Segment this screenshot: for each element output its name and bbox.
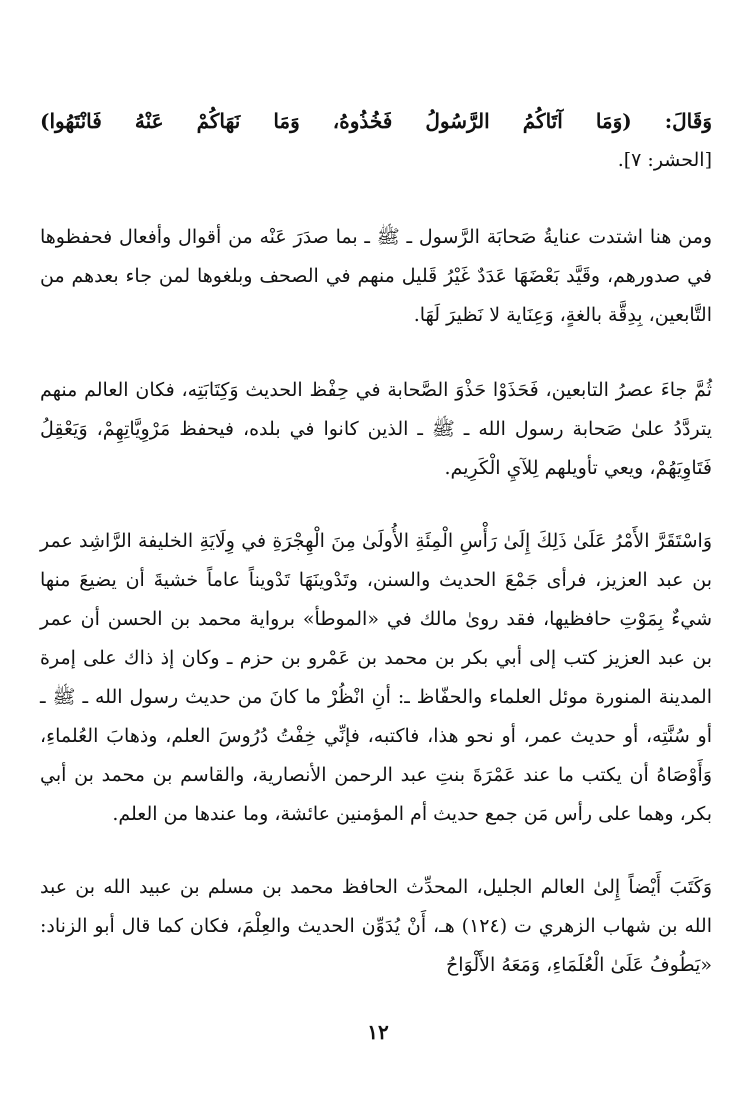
paragraph-spacer (40, 180, 712, 218)
paragraph-umar-ibn-abdulaziz: وَاسْتَقَرَّ الأَمْرُ عَلَىٰ ذَلِكَ إِلَىٰ رَأْسِ الْمِئَةِ الأُولَىٰ مِنَ الْهِجْرَةِ في وِلَايَةِ الخليفة الرَّاشِد عمر بن عبد العزيز، فرأى جَمْعَ الحديث والسنن، وتَدْوينَهَا تَدْويناً عاماً خشيةَ أن يضيعَ منها شيءٌ بِمَوْتِ حافظيها، فقد روىٰ مالك في «الموطأ» برواية محمد بن الحسن أن عمر بن عبد العزيز كتب إلى أبي بكر بن محمد بن عَمْرو بن حزم ـ وكان إذ ذاك على إمرة المدينة المنورة موئل العلماء والحفّاظ ـ: أنِ انْظُرْ ما كانَ من حديث رسول الله ـ ﷺ ـ أو سُنَّتِه، أو حديث عمر، أو نحو هذا، فاكتبه، فإنِّي خِفْتُ دُرُوسَ العلم، وذهابَ العُلماءِ، وَأَوْصَاهُ أن يكتب ما عند عَمْرَةَ بنتِ عبد الرحمن الأنصارية، والقاسم بن محمد بن أبي بكر، وهما على رأس مَن جمع حديث أم المؤمنين عائشة، وما عندها من العلم. (40, 530, 712, 825)
paragraph-spacer (40, 488, 712, 522)
paragraph-zuhri: وَكَتَبَ أَيْضاً إِلىٰ العالم الجليل، المحدِّث الحافظ محمد بن مسلم بن عبيد الله بن عبد الله بن شهاب الزهري ت (١٢٤) هـ، أَنْ يُدَوِّن الحديث والعِلْمَ، فكان كما قال أبو الزناد: «يَطُوفُ عَلَىٰ الْعُلَمَاءِ، وَمَعَهُ الأَلْوَاحُ (40, 876, 713, 976)
paragraph-companions: ومن هنا اشتدت عنايةُ صَحابَة الرَّسول ـ ﷺ ـ بما صدَرَ عَنْه من أقوال وأفعال فحفظوها في صدورهم، وقَيَّد بَعْضَهَا عَدَدٌ غَيْرُ قَليل منهم في الصحف وبلغوها لمن جاء بعدهم من التَّابعين، بِدِقَّة بالغةٍ، وَعِنَاية لا نَظيرَ لَهَا. (40, 226, 712, 326)
paragraph-tabiin: ثُمَّ جاءَ عصرُ التابعين، فَحَذَوْا حَذْوَ الصَّحابة في حِفْظ الحديث وَكِتَابَتِه، فكان العالم منهم يتردَّدُ علىٰ صَحابة رسول الله ـ ﷺ ـ الذين كانوا في بلده، فيحفظ مَرْوِيَّاتِهِمْ، وَيَعْقِلُ فَتَاوِيَهُمْ، ويعي تأويلهم لِلآيِ الْكَرِيم. (40, 379, 712, 479)
page-number: ١٢ (367, 1020, 389, 1044)
paragraph-spacer (40, 335, 712, 371)
paragraph-spacer (40, 834, 712, 868)
verse-reference: [الحشر: ٧]. (617, 149, 712, 171)
quran-verse: وَقَالَ: (وَمَا آتَاكُمُ الرَّسُولُ فَخُذُوهُ، وَمَا نَهَاكُمْ عَنْهُ فَانْتَهُوا) (40, 109, 712, 133)
